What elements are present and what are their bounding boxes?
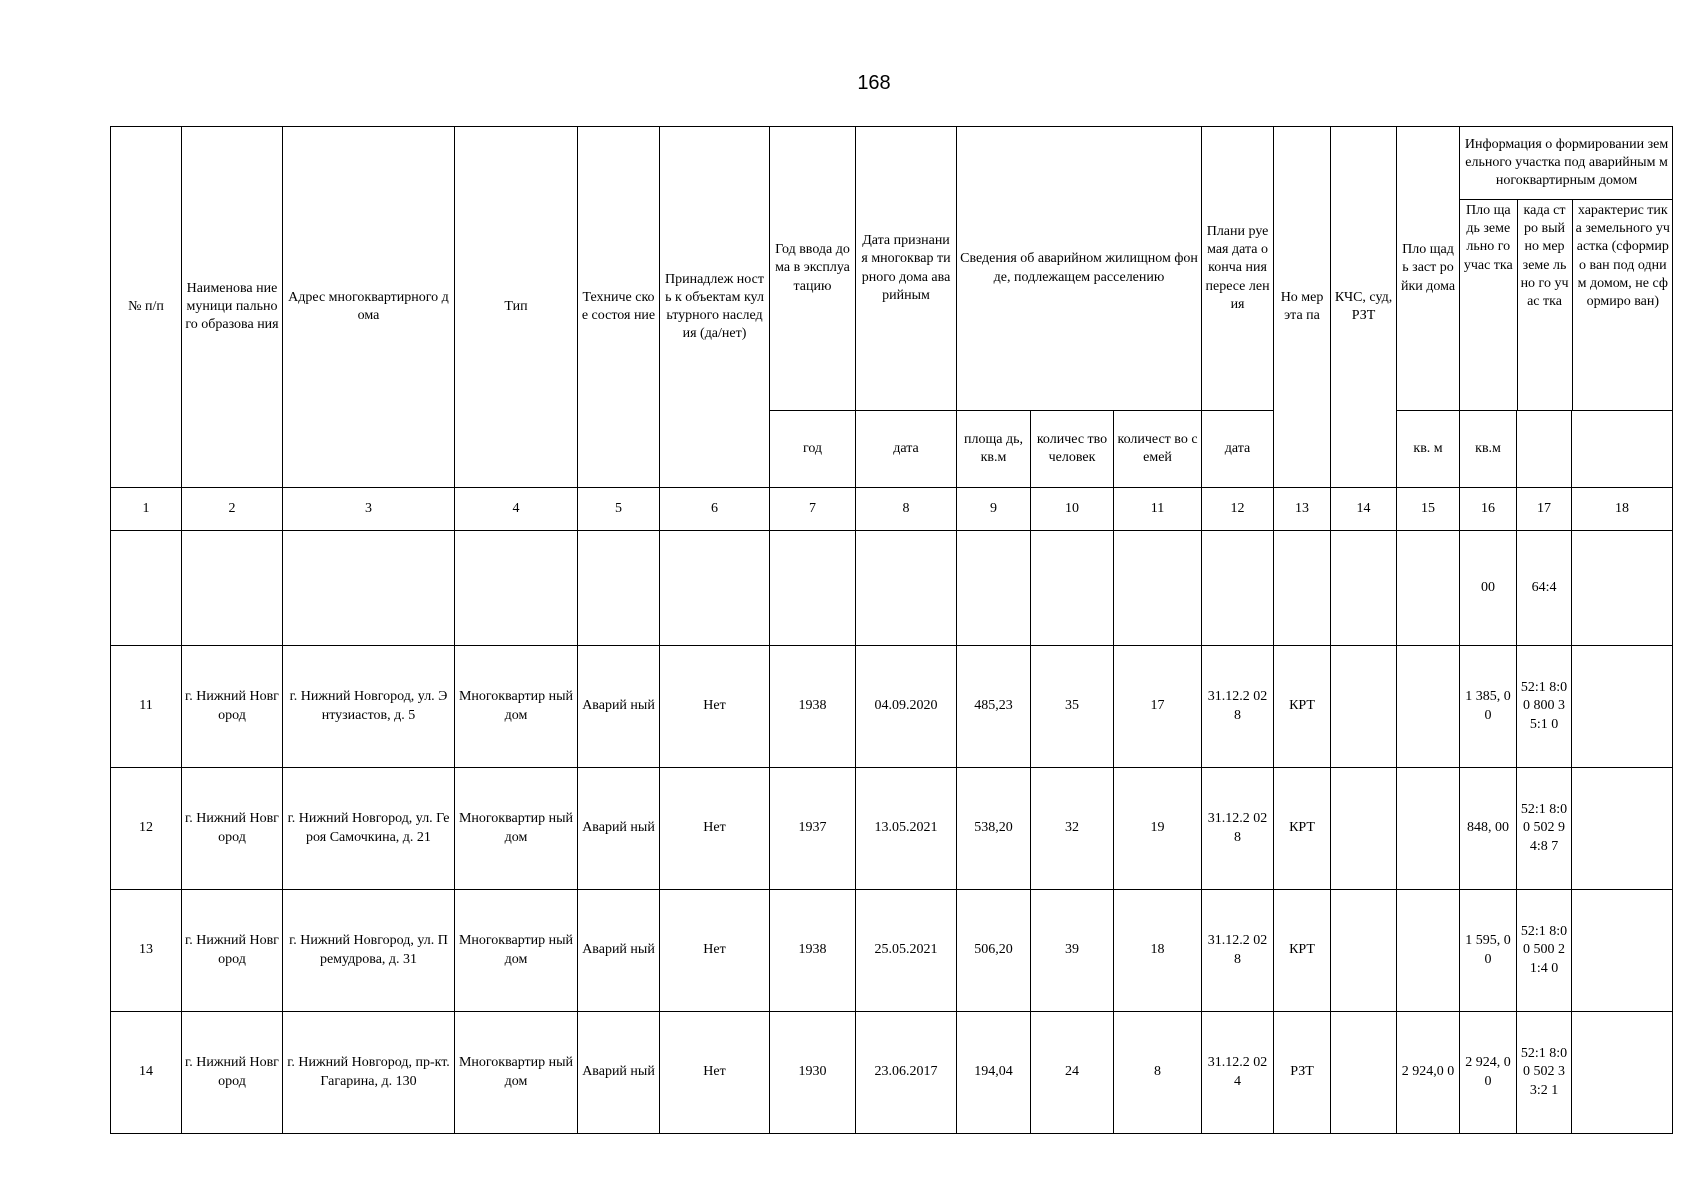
people-cell: 32 — [1031, 768, 1114, 890]
land-area-cell: 1 595, 00 — [1460, 890, 1517, 1012]
header-subcell: кв.м — [1460, 411, 1517, 488]
table-cell — [856, 531, 957, 646]
header-group-cell: Сведения об аварийном жилищном фонде, подлежащем расселению — [957, 127, 1202, 411]
kchs-cell — [1331, 1012, 1397, 1134]
table-cell — [1397, 531, 1460, 646]
year-cell: 1938 — [770, 890, 856, 1012]
stage-cell: КРТ — [1274, 890, 1331, 1012]
families-cell: 18 — [1114, 890, 1202, 1012]
header-subcell: количес тво человек — [1031, 411, 1114, 488]
built-area-cell — [1397, 646, 1460, 768]
cadastral-number-cell: 52:1 8:00 500 21:4 0 — [1517, 890, 1572, 1012]
header-cell: Пло щадь заст ройки дома — [1397, 127, 1460, 411]
table-cell — [182, 531, 283, 646]
column-number: 18 — [1572, 488, 1673, 531]
land-area-cell: 2 924, 00 — [1460, 1012, 1517, 1134]
area-cell: 485,23 — [957, 646, 1031, 768]
row-number: 11 — [111, 646, 182, 768]
table-cell — [1274, 531, 1331, 646]
table-cell — [578, 531, 660, 646]
header-cell: Год ввода дома в эксплуа тацию — [770, 127, 856, 411]
stage-cell: РЗТ — [1274, 1012, 1331, 1134]
header-subcell: год — [770, 411, 856, 488]
table-cell — [770, 531, 856, 646]
header-cell: Тип — [455, 127, 578, 488]
kchs-cell — [1331, 890, 1397, 1012]
column-number: 3 — [283, 488, 455, 531]
header-cell: Дата признания многоквар тирного дома аварийным — [856, 127, 957, 411]
header-subcell: кв. м — [1397, 411, 1460, 488]
table-cell — [1572, 531, 1673, 646]
table-cell — [1114, 531, 1202, 646]
kchs-cell — [1331, 768, 1397, 890]
stage-cell: КРТ — [1274, 646, 1331, 768]
kchs-cell — [1331, 646, 1397, 768]
column-number: 2 — [182, 488, 283, 531]
built-area-cell: 2 924,0 0 — [1397, 1012, 1460, 1134]
cadastral-number-cell: 52:1 8:00 502 94:8 7 — [1517, 768, 1572, 890]
cadastral-number-cell: 52:1 8:00 502 33:2 1 — [1517, 1012, 1572, 1134]
header-cell: Но мер эта па — [1274, 127, 1331, 488]
built-area-cell — [1397, 768, 1460, 890]
header-cell: Пло щадь земе льно го учас тка — [1460, 200, 1517, 411]
municipality-cell: г. Нижний Новгород — [182, 768, 283, 890]
header-subcell: дата — [1202, 411, 1274, 488]
families-cell: 17 — [1114, 646, 1202, 768]
header-cell: КЧС, суд, РЗТ — [1331, 127, 1397, 488]
row-number: 14 — [111, 1012, 182, 1134]
recognition-date-cell: 23.06.2017 — [856, 1012, 957, 1134]
header-cell: када стро вый но мер земе льно го учас тка — [1517, 200, 1572, 411]
page-number: 168 — [857, 72, 891, 94]
address-cell: г. Нижний Новгород, ул. Премудрова, д. 31 — [283, 890, 455, 1012]
planned-date-cell: 31.12.2 028 — [1202, 890, 1274, 1012]
planned-date-cell: 31.12.2 024 — [1202, 1012, 1274, 1134]
type-cell: Многоквартир ный дом — [455, 646, 578, 768]
condition-cell: Аварий ный — [578, 890, 660, 1012]
header-group-cell: Информация о формировании земельного участка под аварийным многоквартирным домом — [1460, 127, 1673, 200]
header-subcell — [1517, 411, 1572, 488]
stage-cell: КРТ — [1274, 768, 1331, 890]
column-number: 10 — [1031, 488, 1114, 531]
land-characteristic-cell — [1572, 768, 1673, 890]
recognition-date-cell: 04.09.2020 — [856, 646, 957, 768]
table-cell — [1331, 531, 1397, 646]
column-number: 14 — [1331, 488, 1397, 531]
table-cell — [660, 531, 770, 646]
municipality-cell: г. Нижний Новгород — [182, 646, 283, 768]
table-cell — [1202, 531, 1274, 646]
address-cell: г. Нижний Новгород, ул. Энтузиастов, д. 5 — [283, 646, 455, 768]
column-number: 13 — [1274, 488, 1331, 531]
header-subcell: количест во семей — [1114, 411, 1202, 488]
land-info-group — [1460, 127, 1673, 411]
column-number: 8 — [856, 488, 957, 531]
table-row — [111, 890, 1673, 1012]
people-cell: 35 — [1031, 646, 1114, 768]
header-subcell: площа дь, кв.м — [957, 411, 1031, 488]
column-number: 6 — [660, 488, 770, 531]
people-cell: 24 — [1031, 1012, 1114, 1134]
row-number: 13 — [111, 890, 182, 1012]
type-cell: Многоквартир ный дом — [455, 890, 578, 1012]
heritage-cell: Нет — [660, 1012, 770, 1134]
column-number: 15 — [1397, 488, 1460, 531]
planned-date-cell: 31.12.2 028 — [1202, 646, 1274, 768]
municipality-cell: г. Нижний Новгород — [182, 1012, 283, 1134]
header-cell: № п/п — [111, 127, 182, 488]
type-cell: Многоквартир ный дом — [455, 1012, 578, 1134]
year-cell: 1937 — [770, 768, 856, 890]
families-cell: 8 — [1114, 1012, 1202, 1134]
land-area-cell: 848, 00 — [1460, 768, 1517, 890]
built-area-cell — [1397, 890, 1460, 1012]
header-subcell — [1572, 411, 1673, 488]
families-cell: 19 — [1114, 768, 1202, 890]
header-row — [111, 127, 1673, 411]
area-cell: 506,20 — [957, 890, 1031, 1012]
land-area-cell: 00 — [1460, 531, 1517, 646]
column-number: 9 — [957, 488, 1031, 531]
column-number: 16 — [1460, 488, 1517, 531]
continuation-row — [111, 531, 1673, 646]
table-cell — [455, 531, 578, 646]
column-number: 5 — [578, 488, 660, 531]
column-number: 17 — [1517, 488, 1572, 531]
column-number-row — [111, 488, 1673, 531]
people-cell: 39 — [1031, 890, 1114, 1012]
land-characteristic-cell — [1572, 646, 1673, 768]
row-number: 12 — [111, 768, 182, 890]
address-cell: г. Нижний Новгород, пр-кт. Гагарина, д. 130 — [283, 1012, 455, 1134]
header-subcell: дата — [856, 411, 957, 488]
column-number: 11 — [1114, 488, 1202, 531]
column-number: 4 — [455, 488, 578, 531]
table-row — [111, 768, 1673, 890]
column-number: 1 — [111, 488, 182, 531]
cadastral-number-cell: 52:1 8:00 800 35:1 0 — [1517, 646, 1572, 768]
recognition-date-cell: 13.05.2021 — [856, 768, 957, 890]
column-number: 7 — [770, 488, 856, 531]
header-cell: Адрес многоквартирного дома — [283, 127, 455, 488]
column-number: 12 — [1202, 488, 1274, 531]
area-cell: 538,20 — [957, 768, 1031, 890]
condition-cell: Аварий ный — [578, 1012, 660, 1134]
emergency-housing-table — [110, 126, 1673, 1134]
condition-cell: Аварий ный — [578, 768, 660, 890]
header-cell: Плани руемая дата оконча ния пересе ления — [1202, 127, 1274, 411]
table-cell — [1031, 531, 1114, 646]
table-cell — [957, 531, 1031, 646]
address-cell: г. Нижний Новгород, ул. Героя Самочкина, д. 21 — [283, 768, 455, 890]
table-cell — [111, 531, 182, 646]
condition-cell: Аварий ный — [578, 646, 660, 768]
land-area-cell: 1 385, 00 — [1460, 646, 1517, 768]
table-row — [111, 1012, 1673, 1134]
year-cell: 1930 — [770, 1012, 856, 1134]
header-cell: Техниче ское состоя ние — [578, 127, 660, 488]
header-cell: Принадлеж ность к объектам культурного наследия (да/нет) — [660, 127, 770, 488]
header-cell: характерис тика земельного участка (сформиро ван под одним домом, не сформиро ван) — [1575, 203, 1670, 309]
heritage-cell: Нет — [660, 890, 770, 1012]
area-cell: 194,04 — [957, 1012, 1031, 1134]
heritage-cell: Нет — [660, 768, 770, 890]
table-row — [111, 646, 1673, 768]
year-cell: 1938 — [770, 646, 856, 768]
land-characteristic-cell — [1572, 1012, 1673, 1134]
heritage-cell: Нет — [660, 646, 770, 768]
cadastral-number-cell: 64:4 — [1517, 531, 1572, 646]
header-cell: Наименова ние муници пального образова ния — [182, 127, 283, 488]
planned-date-cell: 31.12.2 028 — [1202, 768, 1274, 890]
table-cell — [283, 531, 455, 646]
type-cell: Многоквартир ный дом — [455, 768, 578, 890]
municipality-cell: г. Нижний Новгород — [182, 890, 283, 1012]
land-characteristic-cell — [1572, 890, 1673, 1012]
recognition-date-cell: 25.05.2021 — [856, 890, 957, 1012]
